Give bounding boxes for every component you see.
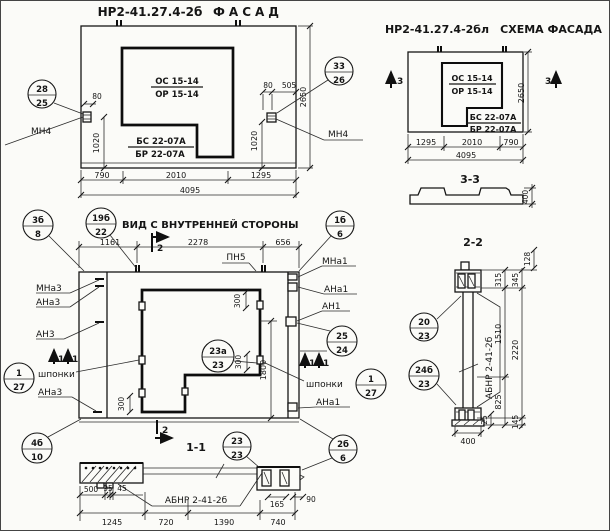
schema-panel-mark-top: БС 22-07А [469, 113, 517, 122]
label-ana3: АНа3 [36, 298, 61, 308]
callout-24b-23 [409, 360, 456, 405]
facade-window-mark-top: ОС 15-14 [155, 77, 199, 87]
callout-top: 23 [231, 437, 243, 447]
dim-740: 740 [270, 518, 286, 527]
section-2-2-body [452, 262, 484, 426]
facade-window-mark-bot: ОР 15-14 [155, 90, 199, 100]
callout-bot: 6 [337, 230, 343, 240]
dim-300-c: 300 [117, 396, 126, 412]
inner-section-mark-2-bottom [155, 420, 172, 438]
label-shponki-left: шпонки [38, 370, 75, 380]
callout-bot: 23 [212, 361, 224, 371]
callout-key-left [4, 363, 34, 393]
dim-790: 790 [503, 138, 519, 147]
callout-bot: 8 [35, 230, 41, 240]
label-ana1: АНа1 [324, 285, 349, 295]
section-1-label: 1 [72, 355, 79, 365]
inner-title: ВИД С ВНУТРЕННЕЙ СТОРОНЫ [122, 220, 299, 231]
inner-view [4, 208, 386, 470]
dim-300-b: 300 [234, 354, 243, 370]
beam-mark-label-vertical: АБНР 2-41-2б [485, 336, 495, 399]
dim-400-profile: 400 [521, 189, 530, 205]
dim-315: 315 [494, 272, 503, 288]
callout-top: 2б [337, 440, 349, 450]
section-2-2-label: 2-2 [463, 236, 483, 249]
callout-23-23 [223, 432, 260, 468]
pn5-text: ПН5 [226, 253, 246, 263]
dim-2220: 2220 [511, 339, 520, 361]
facade-view [5, 5, 363, 198]
dim-1161: 1161 [99, 238, 121, 247]
facade-anchor-left [83, 112, 91, 122]
section-3-3-profile [410, 188, 523, 204]
schema-lifting-loops [438, 46, 506, 52]
dim-1020-right: 1020 [250, 130, 259, 152]
dim-25: 25 [480, 415, 489, 425]
schema-title-code: НР2-41.27.4-2бл [384, 23, 490, 36]
dim-345: 345 [511, 272, 520, 288]
dim-656: 656 [275, 238, 291, 247]
callout-bot: 23 [231, 451, 243, 461]
dim-1245: 1245 [101, 518, 123, 527]
label-an3: АН3 [36, 330, 55, 340]
callout-top: 33 [333, 62, 345, 72]
callout-top: 4б [31, 439, 43, 449]
inner-section-mark-2-top [152, 233, 168, 254]
dim-4095: 4095 [179, 186, 201, 195]
dim-128: 128 [523, 251, 532, 267]
label-an1: АН1 [322, 302, 341, 312]
dim-505: 505 [281, 81, 297, 90]
callout-top: 24б [415, 366, 433, 376]
dim-80-right: 80 [263, 81, 273, 90]
section-1-label: 1 [309, 359, 316, 369]
dim-4095: 4095 [455, 151, 477, 160]
callout-bot: 23 [418, 332, 430, 342]
dim-2650-schema: 2650 [517, 82, 526, 104]
callout-top: 28 [36, 85, 48, 95]
section-3-label: 3 [397, 77, 404, 87]
dim-45: 45 [117, 484, 127, 493]
dim-2010: 2010 [165, 171, 187, 180]
section-2-2 [409, 236, 537, 446]
dim-95: 95 [103, 484, 113, 493]
section-2-label: 2 [157, 244, 164, 254]
label-mna3: МНа3 [36, 284, 62, 294]
inner-section-mark-1-right [300, 351, 329, 369]
callout-top: 1 [368, 375, 374, 385]
section-3-3 [410, 173, 536, 208]
schema-title: СХЕМА ФАСАДА [500, 23, 602, 36]
inner-section-mark-1-left [54, 350, 78, 365]
callout-bot: 23 [418, 380, 430, 390]
dim-500: 500 [83, 485, 99, 494]
dim-1800: 1800 [259, 359, 268, 381]
schema-window-mark-bot: ОР 15-14 [451, 87, 493, 96]
callout-top: 19б [92, 214, 110, 224]
callout-bot: 25 [36, 99, 48, 109]
callout-top: 25 [336, 332, 348, 342]
schema-view [385, 23, 602, 164]
dim-1020-left: 1020 [92, 132, 101, 154]
schema-window-mark-top: ОС 15-14 [451, 74, 493, 83]
callout-top: 20 [418, 318, 430, 328]
callout-20-23 [410, 296, 461, 342]
facade-panel-mark-top: БС 22-07А [136, 137, 186, 147]
dim-165: 165 [269, 500, 285, 509]
facade-anchor-left-label: МН4 [31, 127, 52, 137]
inner-top-dims [76, 238, 302, 268]
dim-400: 400 [460, 437, 476, 446]
section-3-label: 3 [545, 77, 552, 87]
dim-90: 90 [306, 495, 316, 504]
dim-1510: 1510 [494, 323, 503, 345]
dim-2650-facade: 2650 [299, 86, 308, 108]
section-1-label: 1 [58, 355, 65, 365]
label-ana1-bottom: АНа1 [316, 398, 341, 408]
dim-80-left: 80 [92, 92, 102, 101]
callout-bot: 26 [333, 76, 345, 86]
dim-300-a: 300 [233, 293, 242, 309]
section-1-1-label: 1-1 [186, 441, 206, 454]
dim-1295: 1295 [250, 171, 272, 180]
facade-anchor-right-label: МН4 [328, 130, 349, 140]
label-mna1: МНа1 [322, 257, 348, 267]
callout-bot: 27 [365, 389, 377, 399]
facade-title-code: НР2-41.27.4-2б [97, 5, 203, 19]
dim-1295: 1295 [415, 138, 437, 147]
facade-callout-left [28, 80, 83, 114]
dim-790: 790 [94, 171, 110, 180]
label-ana3-bottom: АНа3 [38, 388, 63, 398]
label-shponki-right: шпонки [306, 380, 343, 390]
section-3-3-label: 3-3 [460, 173, 480, 186]
facade-title: ФАСАД [213, 5, 283, 19]
schema-section-mark-right [545, 72, 556, 88]
section-1-label: 1 [323, 359, 330, 369]
dim-825: 825 [494, 394, 503, 410]
dim-2278: 2278 [187, 238, 209, 247]
beam-mark-label: АБНР 2-41-2б [164, 496, 228, 506]
callout-top: 1б [334, 216, 346, 226]
callout-bl [22, 419, 81, 463]
callout-br [300, 419, 357, 470]
callout-key-right [356, 369, 386, 399]
callout-bot: 27 [13, 383, 25, 393]
dim-1390: 1390 [213, 518, 235, 527]
pn5-label [222, 253, 256, 271]
schema-section-mark-left [391, 72, 403, 88]
section-2-label: 2 [162, 426, 169, 436]
callout-bot: 24 [336, 346, 348, 356]
schema-panel-mark-bot: БР 22-07А [469, 125, 517, 134]
callout-top: 3б [32, 216, 44, 226]
inner-lifting-loops [136, 265, 265, 272]
dim-2010: 2010 [461, 138, 483, 147]
callout-bot: 10 [31, 453, 43, 463]
section-1-1-body [80, 463, 304, 490]
facade-bottom-dims [78, 170, 299, 198]
callout-bot: 22 [95, 228, 107, 238]
callout-bot: 6 [340, 454, 346, 464]
section-1-1 [77, 432, 316, 527]
dim-145: 145 [511, 414, 520, 430]
facade-lifting-loops [117, 20, 240, 26]
callout-tl [23, 210, 84, 271]
facade-anchor-right [267, 113, 276, 122]
schema-bottom-dims [405, 134, 526, 164]
callout-top: 1 [16, 369, 22, 379]
callout-top: 23а [209, 347, 227, 357]
facade-panel-mark-bot: БР 22-07А [135, 150, 185, 160]
dim-720: 720 [158, 518, 174, 527]
